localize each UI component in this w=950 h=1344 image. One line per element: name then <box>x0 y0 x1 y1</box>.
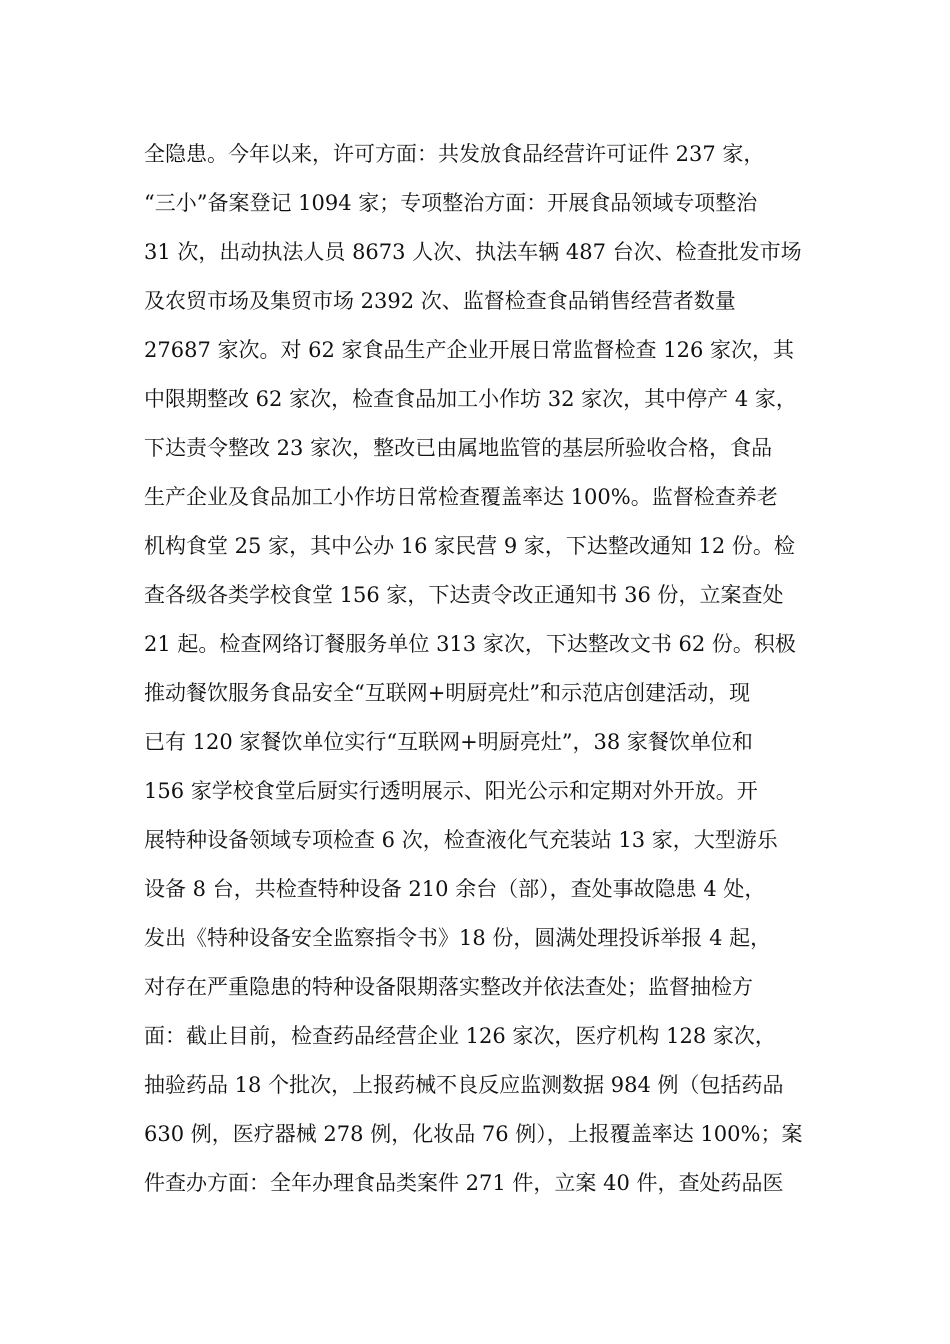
text-line: 27687 家次。对 62 家食品生产企业开展日常监督检查 126 家次，其 <box>144 338 794 362</box>
body-text <box>144 130 824 1208</box>
text-line: “三小”备案登记 1094 家；专项整治方面：开展食品领域专项整治 <box>144 191 758 215</box>
text-line: 及农贸市场及集贸市场 2392 次、监督检查食品销售经营者数量 <box>144 289 736 313</box>
text-line: 全隐患。今年以来，许可方面：共发放食品经营许可证件 237 家， <box>144 142 765 166</box>
text-line: 156 家学校食堂后厨实行透明展示、阳光公示和定期对外开放。开 <box>144 779 758 803</box>
text-line: 设备 8 台，共检查特种设备 210 余台（部），查处事故隐患 4 处， <box>144 877 766 901</box>
text-line: 推动餐饮服务食品安全“互联网+明厨亮灶”和示范店创建活动，现 <box>144 681 751 705</box>
text-line: 630 例，医疗器械 278 例，化妆品 76 例），上报覆盖率达 100%；案 <box>144 1122 803 1146</box>
text-line: 下达责令整改 23 家次，整改已由属地监管的基层所验收合格，食品 <box>144 436 773 460</box>
text-line: 查各级各类学校食堂 156 家，下达责令改正通知书 36 份，立案查处 <box>144 583 784 607</box>
text-line: 对存在严重隐患的特种设备限期落实整改并依法查处；监督抽检方 <box>144 975 753 999</box>
text-line: 生产企业及食品加工小作坊日常检查覆盖率达 100%。监督检查养老 <box>144 485 778 509</box>
text-line: 面：截止目前，检查药品经营企业 126 家次，医疗机构 128 家次， <box>144 1024 776 1048</box>
text-line: 发出《特种设备安全监察指令书》18 份，圆满处理投诉举报 4 起， <box>144 926 772 950</box>
text-line: 已有 120 家餐饮单位实行“互联网+明厨亮灶”，38 家餐饮单位和 <box>144 730 753 754</box>
text-line: 展特种设备领域专项检查 6 次，检查液化气充装站 13 家，大型游乐 <box>144 828 778 852</box>
text-line: 件查办方面：全年办理食品类案件 271 件，立案 40 件，查处药品医 <box>144 1171 784 1195</box>
text-line: 21 起。检查网络订餐服务单位 313 家次，下达整改文书 62 份。积极 <box>144 632 796 656</box>
text-line: 31 次，出动执法人员 8673 人次、执法车辆 487 台次、检查批发市场 <box>144 240 802 264</box>
text-line: 中限期整改 62 家次，检查食品加工小作坊 32 家次，其中停产 4 家， <box>144 387 797 411</box>
text-line: 机构食堂 25 家，其中公办 16 家民营 9 家，下达整改通知 12 份。检 <box>144 534 795 558</box>
text-line: 抽验药品 18 个批次，上报药械不良反应监测数据 984 例（包括药品 <box>144 1073 784 1097</box>
